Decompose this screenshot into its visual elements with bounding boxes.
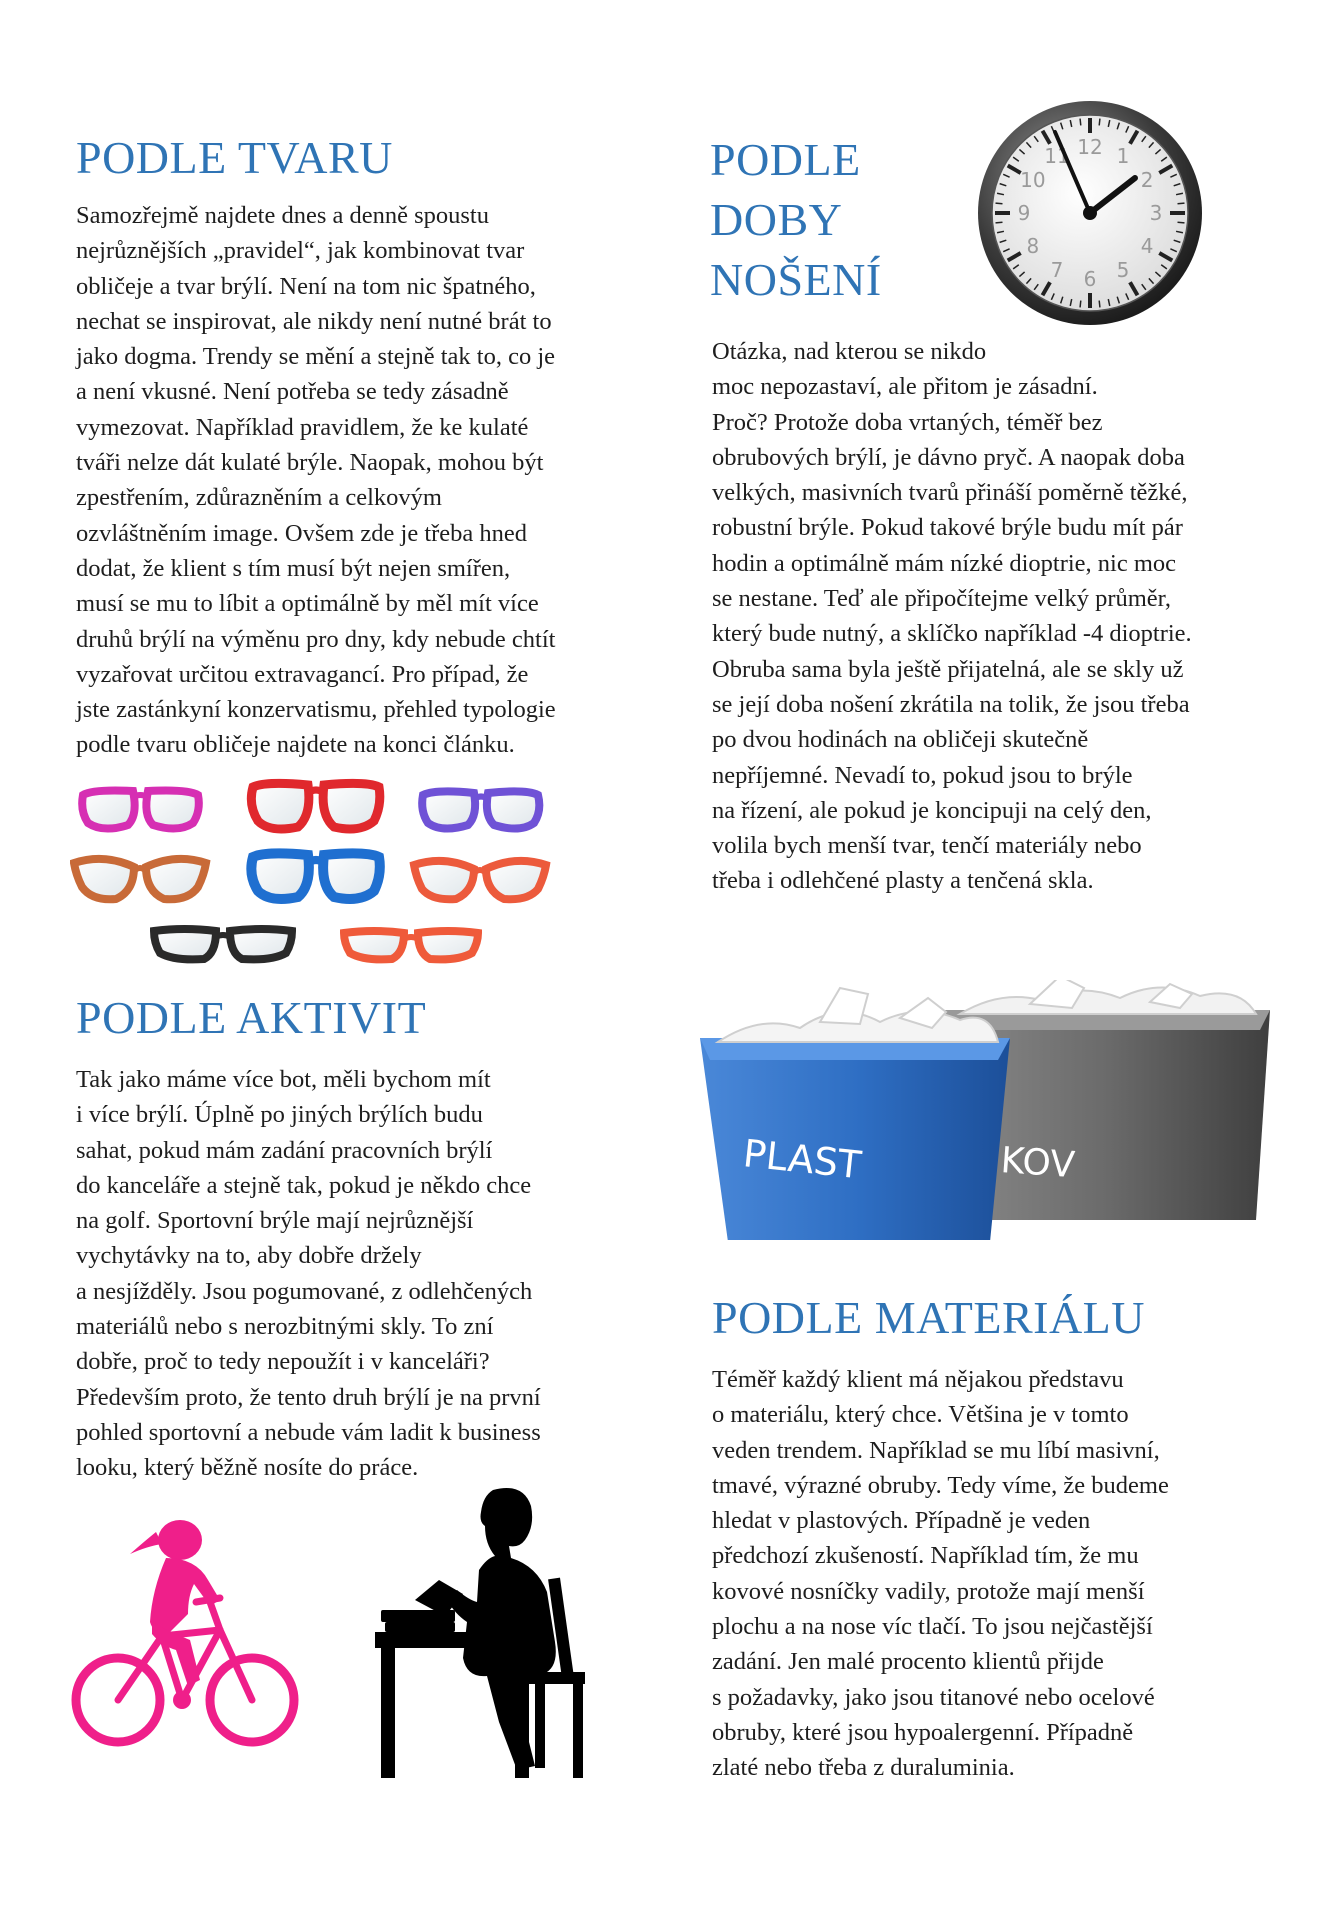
clock-numeral: 5 [1116,258,1130,283]
text-line: hodin a optimálně mám nízké dioptrie, nic moc [712,549,1177,577]
text-line: sahat, pokud mám zadání pracovních brýlí [76,1136,493,1164]
text-line: veden trendem. Například se mu líbí masivní, [712,1436,1160,1464]
clock-tick [1178,222,1185,223]
clock-numeral: 7 [1050,258,1064,283]
text-line: dodat, že klient s tím musí být nejen smířen, [76,554,511,582]
text-line: obruby, které jsou hypoalergenní. Případně [712,1718,1134,1746]
clock-numeral: 4 [1140,234,1154,258]
blue-bin [700,988,1010,1240]
clock-numeral: 1 [1116,143,1130,168]
text-line: se nestane. Teď ale připočítejme velký průměr, [712,585,1171,613]
text-line: předchozí zkušeností. Například tím, že mu [712,1542,1139,1570]
text-line: Samozřejmě najdete dnes a denně spoustu [76,202,489,229]
glasses-brown-cateye [74,859,206,899]
title-line: DOBY [710,194,843,245]
text-line: Otázka, nad kterou se nikdo [712,338,987,365]
text-line: volila bych menší tvar, tenčí materiály nebo [712,832,1142,860]
section-title-material: PODLE MATERIÁLU [712,1292,1145,1343]
text-line: dobře, proč to tedy nepoužít i v kanceláři? [76,1348,490,1376]
clock-numeral: 11 [1044,143,1070,168]
text-line: velkých, masivních tvarů přináší poměrně těžké, [712,479,1188,507]
text-line: se její doba nošení zkrátila na tolik, že jsou třeba [712,690,1190,718]
cyclist-illustration [70,1510,300,1760]
text-line: a nesjížděly. Jsou pogumované, z odlehčených [76,1277,533,1305]
glasses-black [154,929,292,959]
text-line: Obruba sama byla ještě přijatelná, ale se skly už [712,655,1184,683]
clock-tick [1178,203,1185,204]
text-line: Především proto, že tento druh brýlí je na první [76,1383,541,1411]
text-line: nepříjemné. Nevadí to, pokud jsou to brýle [712,761,1133,789]
material-paragraph [712,1362,1169,1786]
text-line: zlaté nebo třeba z duraluminia. [712,1754,1015,1782]
text-line: na řízení, ale pokud je koncipuji na celý den, [712,796,1152,824]
text-line: Téměř každý klient má nějakou představu [712,1366,1124,1393]
text-line: třeba i odlehčené plasty a tenčená skla. [712,867,1094,895]
text-line: o materiálu, který chce. Většina je v tomto [712,1401,1129,1429]
text-line: který bude nutný, a sklíčko například -4 dioptrie. [712,620,1192,648]
text-line: i více brýlí. Úplně po jiných brýlích budu [76,1101,483,1129]
section-title-shape: PODLE TVARU [76,132,393,183]
clock-numeral: 12 [1077,135,1103,159]
text-line: obličeje a tvar brýlí. Není na tom nic špatného, [76,272,536,300]
title-line: NOŠENÍ [710,254,882,305]
glasses-purple [422,791,539,828]
clock-tick [1080,301,1081,308]
clock-tick [1099,119,1100,126]
text-line: hledat v plastových. Případně je veden [712,1507,1091,1535]
glasses-blue [251,853,379,899]
text-line: vychytávky na to, aby dobře držely [76,1242,422,1270]
text-line: jste zastánkyní konzervatismu, přehled typologie [76,696,556,724]
clock-numeral: 2 [1140,168,1154,192]
text-line: tváři nelze dát kulaté brýle. Naopak, mohou být [76,449,544,477]
text-line: do kanceláře a stejně tak, pokud je někdo chce [76,1171,532,1199]
title-line: PODLE [710,134,861,185]
section-title-activity: PODLE AKTIVIT [76,992,427,1043]
duration-paragraph [712,334,1192,899]
text-line: obrubových brýlí, je dávno pryč. A naopak doba [712,443,1185,471]
text-line: pohled sportovní a nebude vám ladit k business [76,1418,541,1446]
text-line: Proč? Protože doba vrtaných, téměř bez [712,408,1103,436]
clock-numeral: 9 [1017,201,1031,225]
glasses-red [251,783,379,829]
text-line: Tak jako máme více bot, měli bychom mít [76,1066,491,1093]
clock-illustration [975,98,1205,328]
clock-numeral: 6 [1083,267,1097,291]
text-line: robustní brýle. Pokud takové brýle budu mít pár [712,514,1183,542]
clock-tick [996,222,1003,223]
reading-person-illustration [375,1482,635,1782]
text-line: kovové nosníčky vadily, protože mají menší [712,1577,1145,1605]
glasses-orange-red [344,931,478,959]
text-line: ozvláštněním image. Ovšem zde je třeba hned [76,519,528,547]
text-line: zadání. Jen malé procento klientů přijde [712,1648,1104,1676]
text-line: nechat se inspirovat, ale nikdy není nutné brát to [76,307,552,335]
text-line: a není vkusné. Není potřeba se tedy zásadně [76,378,509,406]
text-line: na golf. Sportovní brýle mají nejrůznější [76,1207,474,1235]
bin-label-kov: KOV [999,1140,1077,1187]
text-line: zpestřením, zdůrazněním a celkovým [76,484,442,512]
clock-tick [1099,301,1100,308]
text-line: moc nepozastaví, ale přitom je zásadní. [712,373,1098,401]
activity-paragraph [76,1062,541,1486]
text-line: jako dogma. Trendy se mění a stejně tak to, co je [76,343,556,371]
text-line: druhů brýlí na výměnu pro dny, kdy nebude chtít [76,625,556,653]
section-title-duration [710,130,882,310]
clock-tick [996,203,1003,204]
bin-label-plast: PLAST [741,1131,864,1188]
text-line: s požadavky, jako jsou titanové nebo ocelové [712,1683,1155,1711]
text-line: nejrůznějších „pravidel“, jak kombinovat tvar [76,237,525,265]
text-line: musí se mu to líbit a optimálně by měl mít více [76,590,539,618]
clock-tick [1080,119,1081,126]
text-line: vyzařovat určitou extravagancí. Pro případ, že [76,660,529,688]
clock-numeral: 3 [1149,201,1163,225]
text-line: podle tvaru obličeje najdete na konci článku. [76,731,515,759]
text-line: po dvou hodinách na obličeji skutečně [712,726,1089,754]
clock-numeral: 10 [1020,168,1046,192]
text-line: tmavé, výrazné obruby. Tedy víme, že budeme [712,1471,1169,1499]
text-line: materiálů nebo s nerozbitnými skly. To zní [76,1313,494,1341]
shape-paragraph [76,198,556,763]
glasses-orange-cateye [414,861,546,899]
clock-numeral: 8 [1026,234,1040,258]
text-line: looku, který běžně nosíte do práce. [76,1454,419,1482]
glasses-illustration [70,775,590,975]
glasses-pink [82,791,199,829]
text-line: plochu a na nose víc tlačí. To jsou nejčastější [712,1613,1153,1641]
recycling-bins-illustration [700,980,1280,1240]
text-line: vymezovat. Například pravidlem, že ke kulaté [76,413,529,441]
